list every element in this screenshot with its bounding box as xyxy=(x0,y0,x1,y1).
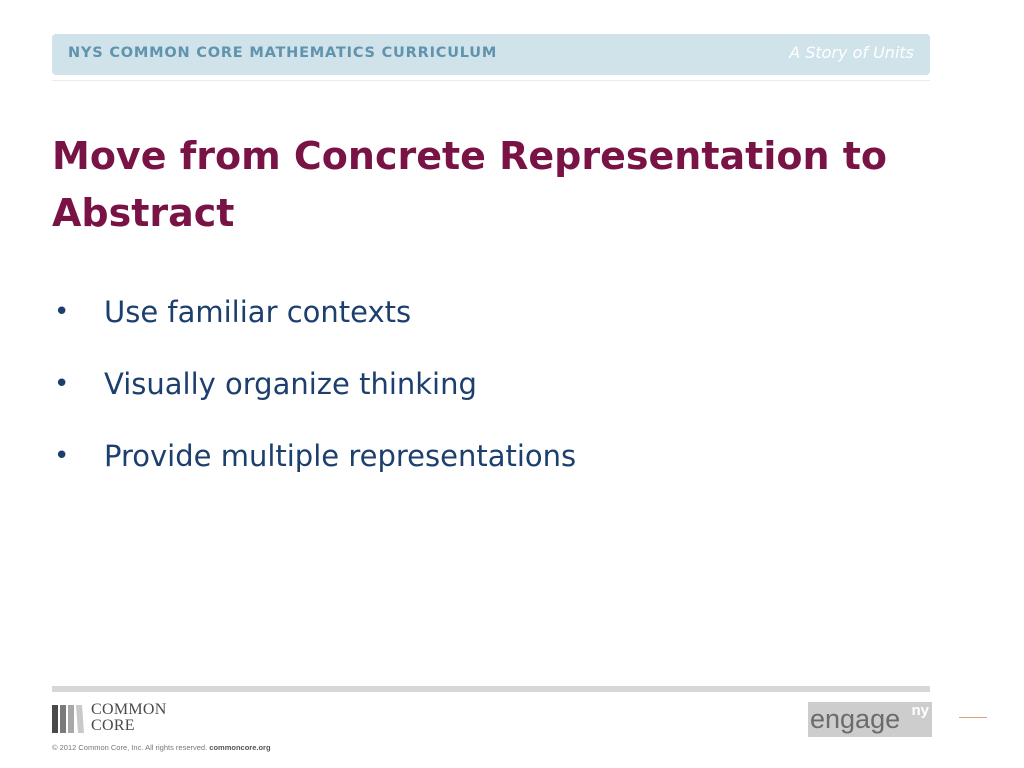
copyright-site: commoncore.org xyxy=(209,743,271,752)
engage-ny-superscript: ny xyxy=(911,702,929,719)
logo-line-2: CORE xyxy=(91,717,135,734)
series-title: A Story of Units xyxy=(789,43,914,62)
slide-title-line-1: Move from Concrete Representation to xyxy=(52,134,887,178)
slide-title xyxy=(52,128,932,242)
bullet-icon: • xyxy=(54,441,70,471)
bullet-text: Use familiar contexts xyxy=(104,295,412,329)
slide-title-line-2: Abstract xyxy=(52,191,235,235)
engageny-logo-icon xyxy=(808,702,932,737)
header-bar xyxy=(52,34,930,75)
common-core-wordmark xyxy=(91,702,167,734)
common-core-logo-icon xyxy=(52,705,84,733)
bullet-icon: • xyxy=(54,297,70,327)
logo-line-1: COMMON xyxy=(91,701,167,718)
bullet-icon: • xyxy=(54,369,70,399)
header-divider xyxy=(52,80,930,81)
copyright-text: © 2012 Common Core, Inc. All rights reserved. xyxy=(52,743,208,752)
bullet-text: Provide multiple representations xyxy=(104,439,577,473)
bullet-text: Visually organize thinking xyxy=(104,367,477,401)
footer-divider xyxy=(52,686,930,692)
accent-line xyxy=(959,717,987,718)
copyright-notice xyxy=(52,743,271,752)
engage-wordmark: engage xyxy=(810,704,901,734)
curriculum-title: NYS COMMON CORE MATHEMATICS CURRICULUM xyxy=(68,45,498,61)
